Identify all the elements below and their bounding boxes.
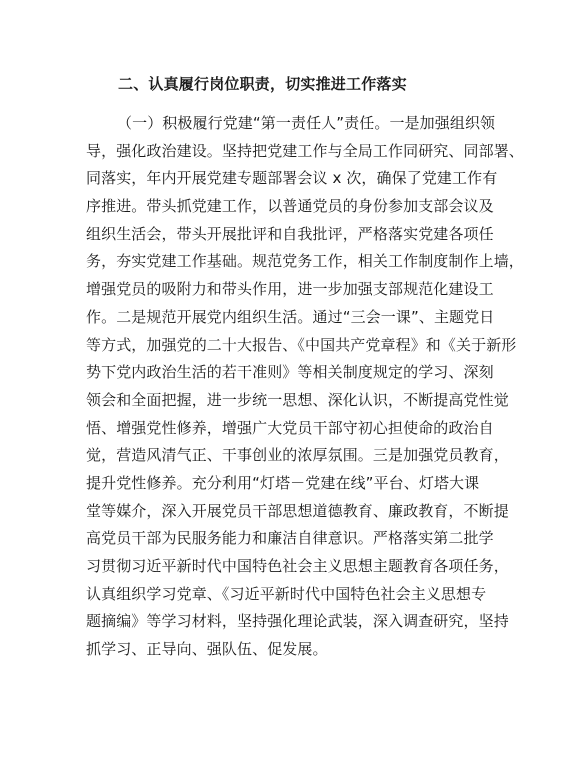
- text-line: 领会和全面把握，进一步统一思想、深化认识，不断提高党性觉: [86, 390, 509, 409]
- text-line: 堂等媒介，深入开展党员干部思想道德教育、廉政教育，不断提: [86, 501, 509, 520]
- text-line: 提升党性修养。充分利用“灯塔－党建在线”平台、灯塔大课: [86, 473, 480, 492]
- text-line: 导，强化政治建设。坚持把党建工作与全局工作同研究、同部署、: [86, 141, 524, 160]
- body-paragraph: [86, 110, 526, 664]
- text-line: 序推进。带头抓党建工作，以普通党员的身份参加支部会议及: [86, 197, 494, 216]
- section-heading: 二、认真履行岗位职责，切实推进工作落实: [118, 75, 407, 93]
- text-line: 认真组织学习党章、《习近平新时代中国特色社会主义思想专: [86, 584, 487, 603]
- text-line: 觉，营造风清气正、干事创业的浓厚氛围。三是加强党员教育，: [86, 446, 509, 465]
- text-line: 务，夯实党建工作基础。规范党务工作，相关工作制度制作上墙，: [86, 252, 524, 271]
- text-line: 势下党内政治生活的若干准则》等相关制度规定的学习、深刻: [86, 363, 494, 382]
- text-line: 题摘编》等学习材料，坚持强化理论武装，深入调查研究，坚持: [86, 612, 509, 631]
- text-line: 组织生活会，带头开展批评和自我批评，严格落实党建各项任: [86, 224, 494, 243]
- text-line: 悟、增强党性修养，增强广大党员干部守初心担使命的政治自: [86, 418, 494, 437]
- text-line: 抓学习、正导向、强队伍、促发展。: [86, 640, 328, 659]
- text-line: 作。二是规范开展党内组织生活。通过“三会一课”、主题党日: [86, 307, 495, 326]
- text-line: 等方式，加强党的二十大报告、《中国共产党章程》和《关于新形: [86, 335, 517, 354]
- text-line: （一）积极履行党建“第一责任人”责任。一是加强组织领: [117, 114, 496, 132]
- text-line: 同落实，年内开展党建专题部署会议 x 次，确保了党建工作有: [86, 169, 498, 188]
- text-line: 高党员干部为民服务能力和廉洁自律意识。严格落实第二批学: [86, 529, 494, 548]
- text-line: 习贯彻习近平新时代中国特色社会主义思想主题教育各项任务，: [86, 557, 509, 575]
- text-line: 增强党员的吸附力和带头作用，进一步加强支部规范化建设工: [86, 280, 494, 299]
